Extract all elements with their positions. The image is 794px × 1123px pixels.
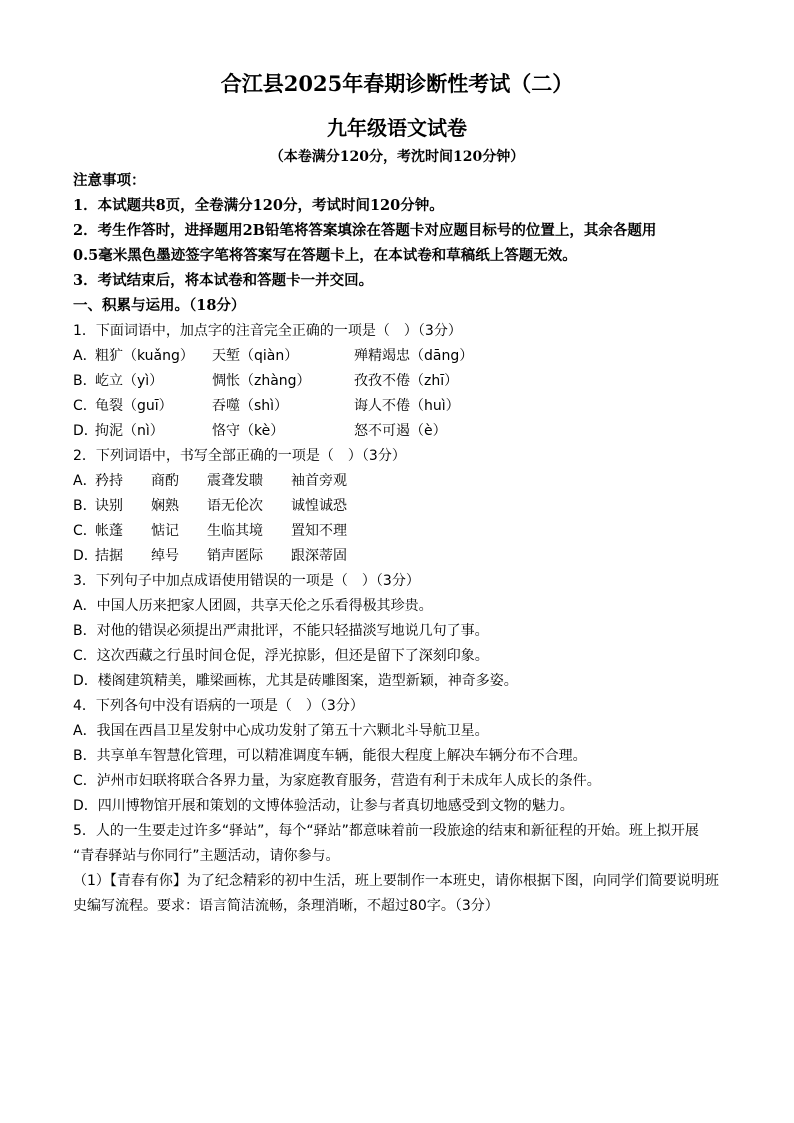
q4-option: B．共享单车智慧化管理，可以精准调度车辆，能很大程度上解决车辆分布不合理。 xyxy=(73,748,587,764)
q1-option-label: A． xyxy=(73,348,97,364)
q2-option-word: 惦记 xyxy=(151,523,179,539)
q2-option-word: 绰号 xyxy=(151,548,179,564)
q1-option-label: C． xyxy=(73,398,97,414)
question-5-sub1: （1）【青春有你】为了纪念精彩的初中生活，班上要制作一本班史，请你根据下图，向同学们简要说明班 xyxy=(73,873,719,889)
q2-option-word: 置知不理 xyxy=(291,523,347,539)
q2-option-label: A． xyxy=(73,473,97,489)
question-1-stem: 1．下面词语中，加点字的注音完全正确的一项是（ ）（3分） xyxy=(73,323,462,339)
q1-option-word: 诲人不倦（huì） xyxy=(354,398,460,414)
q2-option-label: C． xyxy=(73,523,97,539)
notice-heading: 注意事项： xyxy=(73,172,146,189)
question-5-stem: 5．人的一生要走过许多“驿站”，每个“驿站”都意味着前一段旅途的结束和新征程的开始。班上拟开展 xyxy=(73,823,699,839)
q2-option-word: 矜持 xyxy=(95,473,123,489)
q3-option: B．对他的错误必须提出严肃批评，不能只轻描淡写地说几句了事。 xyxy=(73,623,489,639)
q2-option-word: 诀别 xyxy=(95,498,123,514)
notice-item: 3．考试结束后，将本试卷和答题卡一并交回。 xyxy=(73,272,374,289)
section-heading: 一、积累与运用。（18分） xyxy=(73,297,246,314)
q1-option-word: 龟裂（guī） xyxy=(95,398,173,414)
exam-title: 合江县2025年春期诊断性考试（二） xyxy=(220,71,574,96)
q1-option-word: 粗犷（kuǎng） xyxy=(95,348,194,364)
q1-option-word: 屹立（yì） xyxy=(95,373,164,389)
q3-option: A．中国人历来把家人团圆，共享天伦之乐看得极其珍贵。 xyxy=(73,598,433,614)
q1-option-word: 惆怅（zhàng） xyxy=(212,373,311,389)
question-5-stem: “青春驿站与你同行”主题活动，请你参与。 xyxy=(73,848,340,864)
exam-note: （本卷满分120分，考沈时间120分钟） xyxy=(269,149,525,165)
q3-option: D．楼阁建筑精美，雕梁画栋，尤其是砖雕图案，造型新颖，神奇多姿。 xyxy=(73,673,518,689)
question-4-stem: 4．下列各句中没有语病的一项是（ ）（3分） xyxy=(73,698,364,714)
q2-option-word: 袖首旁观 xyxy=(291,473,347,489)
q2-option-word: 震聋发聩 xyxy=(207,473,263,489)
q2-option-word: 销声匿际 xyxy=(207,548,263,564)
q4-option: A．我国在西昌卫星发射中心成功发射了第五十六颗北斗导航卫星。 xyxy=(73,723,489,739)
q1-option-word: 恪守（kè） xyxy=(212,423,285,439)
exam-subtitle: 九年级语文试卷 xyxy=(327,116,467,140)
q2-option-word: 商酌 xyxy=(151,473,179,489)
q4-option: C．泸州市妇联将联合各界力量，为家庭教育服务，营造有利于未成年人成长的条件。 xyxy=(73,773,601,789)
q1-option-word: 天堑（qiàn） xyxy=(212,348,299,364)
q1-option-label: B． xyxy=(73,373,97,389)
q2-option-label: D． xyxy=(73,548,98,564)
q1-option-word: 孜孜不倦（zhī） xyxy=(354,373,459,389)
notice-item: 1．本试题共8页，全卷满分120分，考试时间120分钟。 xyxy=(73,197,444,214)
q2-option-word: 娴熟 xyxy=(151,498,179,514)
q2-option-word: 跟深蒂固 xyxy=(291,548,347,564)
q1-option-label: D． xyxy=(73,423,98,439)
q1-option-word: 吞噬（shì） xyxy=(212,398,289,414)
q1-option-word: 殚精竭忠（dāng） xyxy=(354,348,474,364)
q2-option-word: 诚惶诚恐 xyxy=(291,498,347,514)
q1-option-word: 拘泥（nì） xyxy=(95,423,164,439)
question-5-sub1: 史编写流程。要求：语言简洁流畅，条理消晰，不超过80字。（3分） xyxy=(73,898,499,914)
q2-option-word: 语无伦次 xyxy=(207,498,263,514)
q2-option-label: B． xyxy=(73,498,97,514)
q2-option-word: 拮据 xyxy=(95,548,123,564)
q2-option-word: 帐蓬 xyxy=(95,523,123,539)
notice-item: 0.5毫米黑色墨迹签字笔将答案写在答题卡上，在本试卷和草稿纸上答题无效。 xyxy=(73,247,577,264)
q3-option: C．这次西藏之行虽时间仓促，浮光掠影，但还是留下了深刻印象。 xyxy=(73,648,489,664)
q1-option-word: 怒不可遏（è） xyxy=(354,423,447,439)
q4-option: D．四川博物馆开展和策划的文博体验活动，让参与者真切地感受到文物的魅力。 xyxy=(73,798,574,814)
notice-item: 2．考生作答时，进择题用2B铅笔将答案填涂在答题卡对应题目标号的位置上，其余各题用 xyxy=(73,222,657,239)
question-3-stem: 3．下列句子中加点成语使用错误的一项是（ ）（3分） xyxy=(73,573,420,589)
q2-option-word: 生临其境 xyxy=(207,523,263,539)
question-2-stem: 2．下列词语中，书写全部正确的一项是（ ）（3分） xyxy=(73,448,406,464)
